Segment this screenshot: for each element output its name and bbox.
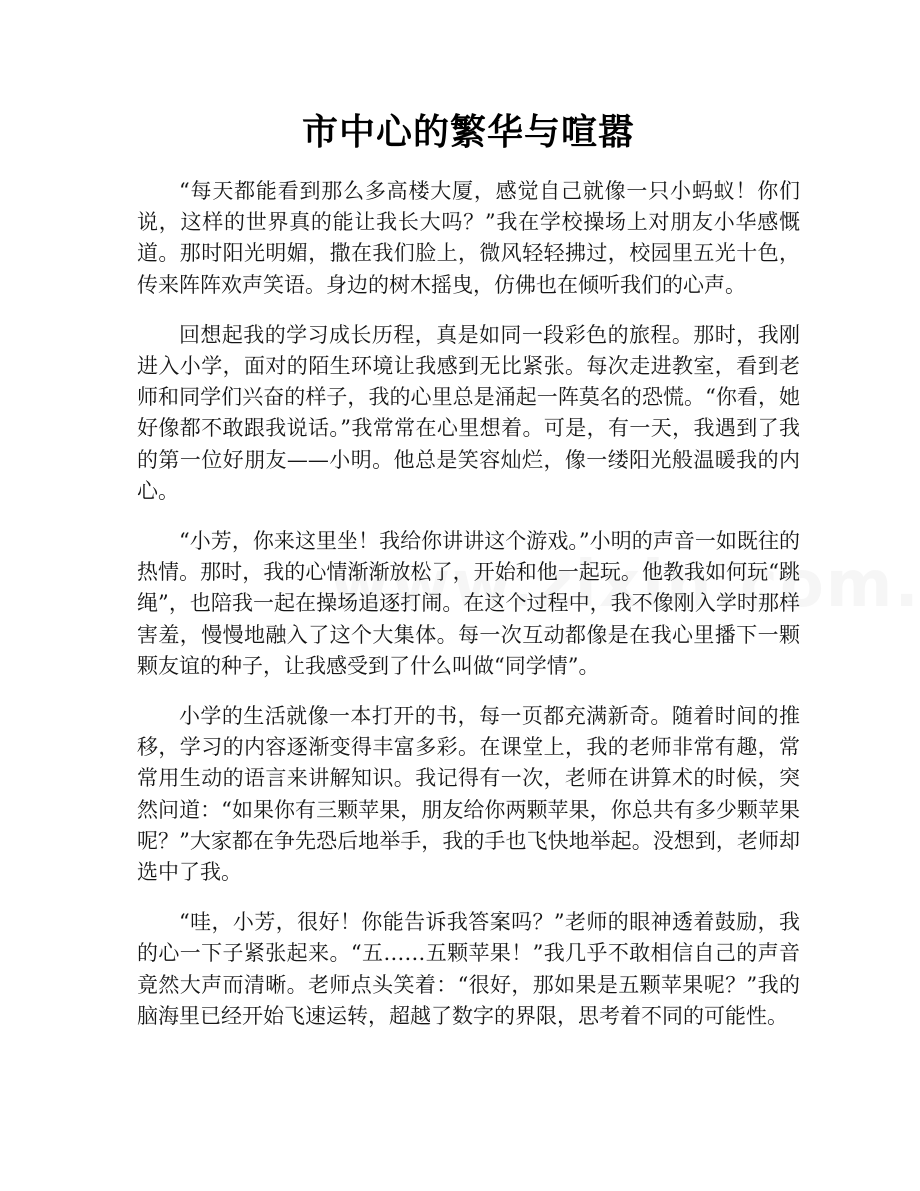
paragraph-3: “小芳，你来这里坐！我给你讲讲这个游戏。”小明的声音一如既往的热情。那时，我的心情渐渐放松了，开始和他一起玩。他教我如何玩“跳绳”，也陪我一起在操场追逐打闹。在这个过程中，我不像刚入学时那样害羞，慢慢地融入了这个大集体。每一次互动都像是在我心里播下一颗颗友谊的种子，让我感受到了什么叫做“同学情”。 — [137, 529, 800, 678]
paragraph-5: “哇，小芳，很好！你能告诉我答案吗？”老师的眼神透着鼓励，我的心一下子紧张起来。“五……五颗苹果！”我几乎不敢相信自己的声音竟然大声而清晰。老师点头笑着：“很好，那如果是五颗苹果呢？”我的脑海里已经开始飞速运转，超越了数字的界限，思考着不同的可能性。 — [137, 910, 800, 1028]
paragraph-2: 回想起我的学习成长历程，真是如同一段彩色的旅程。那时，我刚进入小学，面对的陌生环境让我感到无比紧张。每次走进教室，看到老师和同学们兴奋的样子，我的心里总是涌起一阵莫名的恐慌。“你看，她好像都不敢跟我说话。”我常常在心里想着。可是，有一天，我遇到了我的第一位好朋友——小明。他总是笑容灿烂，像一缕阳光般温暖我的内心。 — [137, 322, 800, 503]
document-title: 市中心的繁华与喧嚣 — [301, 112, 635, 153]
paragraph-1: “每天都能看到那么多高楼大厦，感觉自己就像一只小蚂蚁！你们说，这样的世界真的能让我长大吗？”我在学校操场上对朋友小华感慨道。那时阳光明媚，撒在我们脸上，微风轻轻拂过，校园里五光十色，传来阵阵欢声笑语。身边的树木摇曳，仿佛也在倾听我们的心声。 — [137, 179, 800, 297]
paragraph-4: 小学的生活就像一本打开的书，每一页都充满新奇。随着时间的推移，学习的内容逐渐变得丰富多彩。在课堂上，我的老师非常有趣，常常用生动的语言来讲解知识。我记得有一次，老师在讲算术的时候，突然问道：“如果你有三颗苹果，朋友给你两颗苹果，你总共有多少颗苹果呢？”大家都在争先恐后地举手，我的手也飞快地举起。没想到，老师却选中了我。 — [137, 704, 800, 885]
